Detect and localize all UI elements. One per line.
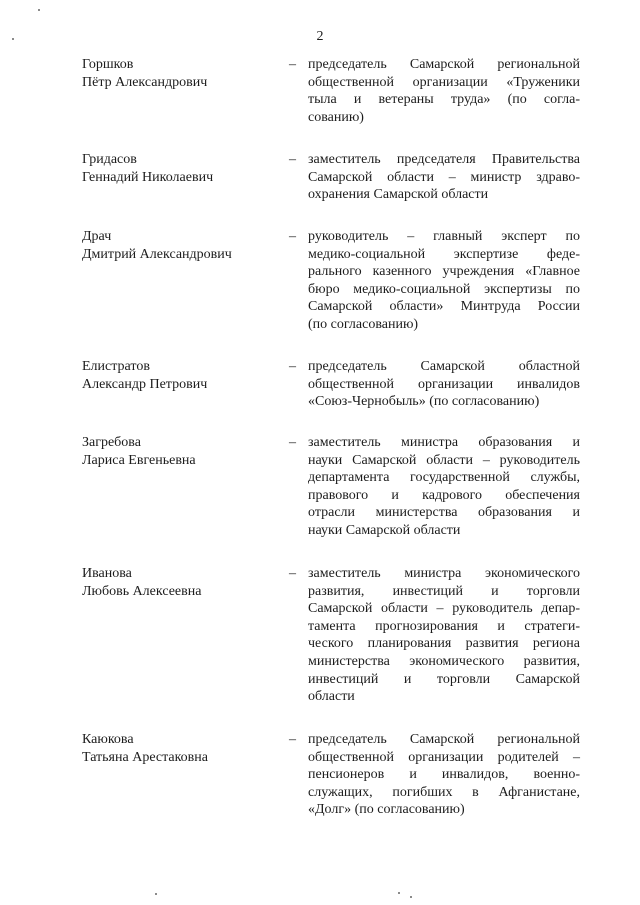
member-position [308, 565, 580, 706]
scan-speck [398, 892, 400, 894]
position-line: «Долг» (по согласованию) [308, 802, 465, 818]
position-line: медико-социальной экспертизе феде- [308, 246, 580, 262]
position-line: «Союз-Чернобыль» (по согласованию) [308, 394, 540, 410]
scan-speck [410, 896, 412, 898]
page-number: 2 [316, 29, 324, 44]
position-line: служащих, погибших в Афганистане, [308, 784, 580, 800]
member-name [82, 151, 272, 186]
member-name [82, 434, 272, 469]
position-line: правового и кадрового обеспечения [308, 487, 580, 503]
member-surname: Драч [82, 229, 112, 244]
member-name [82, 358, 272, 393]
member-surname: Загребова [82, 435, 141, 450]
member-given-names: Пётр Александрович [82, 74, 208, 90]
position-line: отрасли министерства образования и [308, 505, 580, 521]
position-line: руководитель – главный эксперт по [308, 229, 580, 244]
position-line: заместитель председателя Правительства [308, 152, 580, 167]
dash-separator: – [289, 435, 296, 450]
member-given-names: Любовь Алексеевна [82, 583, 202, 599]
position-line: (по согласованию) [308, 316, 419, 332]
dash-separator: – [289, 57, 296, 72]
member-position [308, 358, 580, 411]
position-line: ческого планирования развития региона [308, 636, 580, 652]
position-line: развития, инвестиций и торговли [308, 583, 580, 599]
member-given-names: Александр Петрович [82, 376, 208, 392]
member-name [82, 228, 272, 263]
dash-separator: – [289, 359, 296, 374]
position-line: науки Самарской области – руководитель [308, 452, 580, 468]
member-surname: Елистратов [82, 359, 150, 374]
member-given-names: Лариса Евгеньевна [82, 452, 196, 468]
position-line: пенсионеров и инвалидов, военно- [308, 767, 580, 783]
member-surname: Горшков [82, 57, 134, 72]
member-position [308, 731, 580, 819]
position-line: бюро медико-социальной экспертизы по [308, 281, 580, 297]
position-line: председатель Самарской областной [308, 359, 580, 374]
position-line: председатель Самарской региональной [308, 732, 580, 747]
position-line: министерства экономического развития, [308, 653, 580, 669]
position-line: Самарской области – министр здраво- [308, 169, 580, 185]
member-surname: Иванова [82, 566, 132, 581]
position-line: рального казенного учреждения «Главное [308, 264, 580, 280]
position-line: тамента прогнозирования и стратеги- [308, 618, 580, 634]
position-line: заместитель министра экономического [308, 566, 580, 581]
position-line: науки Самарской области [308, 522, 461, 538]
dash-separator: – [289, 566, 296, 581]
dash-separator: – [289, 732, 296, 747]
member-name [82, 565, 272, 600]
position-line: департамента государственной службы, [308, 470, 580, 486]
position-line: председатель Самарской региональной [308, 57, 580, 72]
member-position [308, 434, 580, 540]
member-surname: Гридасов [82, 152, 137, 167]
dash-separator: – [289, 229, 296, 244]
member-given-names: Геннадий Николаевич [82, 169, 214, 185]
scan-speck [38, 9, 40, 11]
dash-separator: – [289, 152, 296, 167]
member-position [308, 56, 580, 126]
position-line: общественной организации инвалидов [308, 376, 580, 392]
position-line: охранения Самарской области [308, 187, 489, 203]
scan-speck [155, 893, 157, 895]
position-line: Самарской области – руководитель депар- [308, 601, 580, 617]
position-line: тыла и ветераны труда» (по согла- [308, 92, 580, 108]
member-given-names: Татьяна Арестаковна [82, 749, 208, 765]
member-name [82, 56, 272, 91]
member-given-names: Дмитрий Александрович [82, 246, 232, 262]
position-line: Самарской области» Минтруда России [308, 299, 580, 315]
member-name [82, 731, 272, 766]
position-line: заместитель министра образования и [308, 435, 580, 450]
position-line: сованию) [308, 109, 364, 125]
position-line: инвестиций и торговли Самарской [308, 671, 580, 687]
position-line: общественной организации родителей – [308, 749, 580, 765]
member-surname: Каюкова [82, 732, 134, 747]
member-position [308, 151, 580, 204]
member-position [308, 228, 580, 334]
position-line: общественной организации «Труженики [308, 74, 580, 90]
position-line: области [308, 689, 355, 705]
